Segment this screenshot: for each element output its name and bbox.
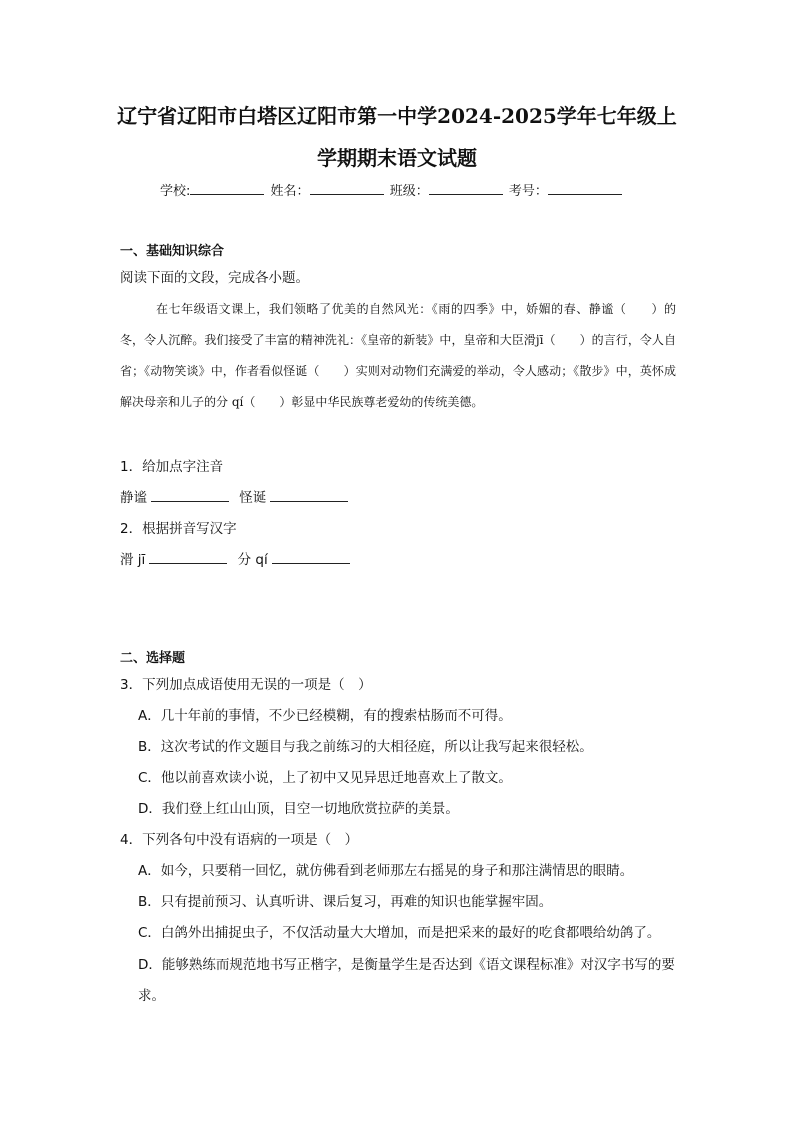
student-info-line bbox=[160, 180, 640, 203]
passage-text: 在七年级语文课上，我们领略了优美的自然风光：《雨的四季》中，娇媚的春、静谧（ ）的冬，令人沉醉。我们接受了丰富的精神洗礼：《皇帝的新装》中，皇帝和大臣滑jī（ ）的言行，令人自省；《动物笑谈》中，作者看似怪诞（ ）实则对动物们充满爱的举动，令人感动；《散步》中，英怀成解决母亲和儿子的分 qí（ ）彰显中华民族尊老爱幼的传统美德。 bbox=[120, 302, 676, 409]
exam-number-blank[interactable] bbox=[548, 180, 622, 195]
question-3-option-a[interactable]: A．几十年前的事情，不少已经模糊，有的搜索枯肠而不可得。 bbox=[138, 708, 512, 724]
q1-item-1: 静谧 bbox=[120, 490, 147, 506]
question-1-answers bbox=[120, 487, 354, 509]
q1-blank-1[interactable] bbox=[151, 487, 229, 502]
question-3-option-d[interactable]: D．我们登上红山山顶，目空一切地欣赏拉萨的美景。 bbox=[138, 801, 459, 817]
question-1-label: 1．给加点字注音 bbox=[120, 459, 224, 475]
section-1-instruction: 阅读下面的文段，完成各小题。 bbox=[120, 270, 309, 286]
name-label: 姓名： bbox=[270, 184, 310, 199]
question-4-stem: 4．下列各句中没有语病的一项是（ ） bbox=[120, 832, 359, 848]
school-blank[interactable] bbox=[190, 180, 264, 195]
question-2-label: 2．根据拼音写汉字 bbox=[120, 521, 237, 537]
name-blank[interactable] bbox=[310, 180, 384, 195]
question-4-option-a[interactable]: A．如今，只要稍一回忆，就仿佛看到老师那左右摇晃的身子和那注满情思的眼睛。 bbox=[138, 863, 634, 879]
question-3-stem: 3．下列加点成语使用无误的一项是（ ） bbox=[120, 677, 372, 693]
q2-blank-2[interactable] bbox=[272, 549, 350, 564]
question-4-option-d[interactable]: D．能够熟练而规范地书写正楷字，是衡量学生是否达到《语文课程标准》对汉字书写的要求。 bbox=[138, 957, 675, 1004]
school-label: 学校: bbox=[160, 184, 191, 199]
q1-item-2: 怪诞 bbox=[239, 490, 267, 506]
exam-title-line-1: 辽宁省辽阳市白塔区辽阳市第一中学2024-2025学年七年级上 bbox=[117, 104, 677, 128]
question-4-option-b[interactable]: B．只有提前预习、认真听讲、课后复习，再难的知识也能掌握牢固。 bbox=[138, 894, 553, 910]
q2-item-1: 滑 jī bbox=[120, 552, 146, 568]
question-4-option-c[interactable]: C．白鸽外出捕捉虫子，不仅活动量大大增加，而是把采来的最好的吃食都喂给幼鸽了。 bbox=[138, 925, 661, 941]
q1-blank-2[interactable] bbox=[270, 487, 348, 502]
q2-item-2: 分 qí bbox=[237, 552, 268, 568]
reading-passage bbox=[120, 294, 676, 418]
question-3-option-c[interactable]: C．他以前喜欢读小说，上了初中又见异思迁地喜欢上了散文。 bbox=[138, 770, 512, 786]
q2-blank-1[interactable] bbox=[149, 549, 227, 564]
exam-number-label: 考号： bbox=[508, 184, 548, 199]
exam-title-line-2: 学期期末语文试题 bbox=[317, 146, 477, 170]
class-blank[interactable] bbox=[429, 180, 503, 195]
question-2-answers bbox=[120, 549, 356, 571]
class-label: 班级： bbox=[389, 184, 429, 199]
section-2-heading: 二、选择题 bbox=[120, 651, 186, 666]
section-1-heading: 一、基础知识综合 bbox=[120, 244, 225, 259]
question-3-option-b[interactable]: B．这次考试的作文题目与我之前练习的大相径庭，所以让我写起来很轻松。 bbox=[138, 739, 593, 755]
